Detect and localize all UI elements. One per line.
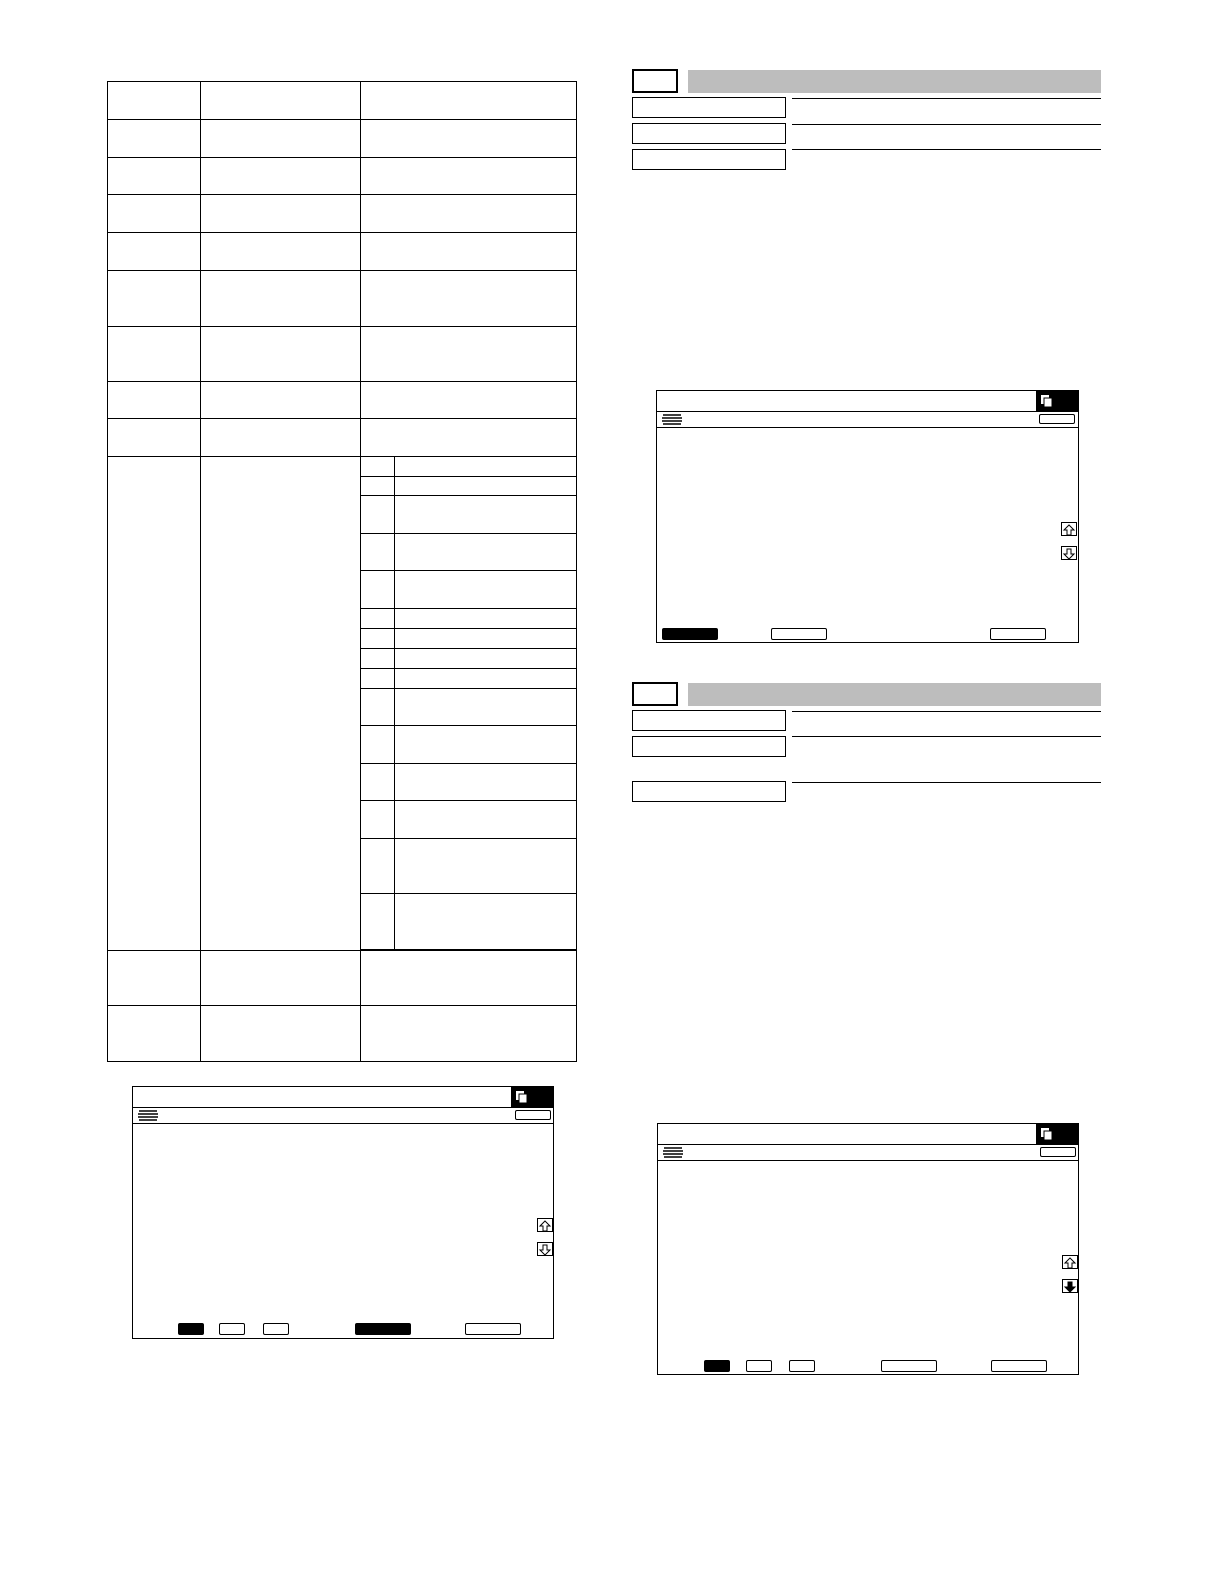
- list-item-num: [361, 839, 395, 894]
- table-cell: [201, 382, 361, 419]
- section-number-box: [632, 682, 678, 706]
- list-item-text: [395, 571, 577, 609]
- list-item-text: [395, 629, 577, 649]
- table-cell: [361, 120, 577, 158]
- table-cell: [201, 195, 361, 233]
- list-item-num: [361, 801, 395, 839]
- field-rule: [792, 782, 1101, 783]
- list-item-text: [395, 534, 577, 571]
- table-cell: [361, 951, 577, 1006]
- window-corner-icon: [511, 1087, 553, 1107]
- list-item-text: [395, 894, 577, 950]
- list-item-num: [361, 894, 395, 950]
- list-item-text: [395, 669, 577, 689]
- list-item-text: [395, 726, 577, 764]
- panel-right-bottom: [657, 1123, 1079, 1375]
- list-item-text: [395, 649, 577, 669]
- list-item-num: [361, 609, 395, 629]
- table-cell: [201, 120, 361, 158]
- field-label-box: [632, 710, 786, 731]
- table-cell: [201, 327, 361, 382]
- panel-button[interactable]: [991, 1360, 1047, 1372]
- table-cell: [201, 233, 361, 271]
- list-item-text: [395, 839, 577, 894]
- table-cell: [201, 271, 361, 327]
- field-label-box: [632, 97, 786, 118]
- list-item-num: [361, 457, 395, 477]
- table-cell: [361, 195, 577, 233]
- table-cell: [201, 419, 361, 457]
- table-cell: [108, 419, 201, 457]
- table-row: [108, 327, 577, 382]
- panel-button[interactable]: [355, 1323, 411, 1335]
- table-cell: [361, 1006, 577, 1062]
- table-cell: [108, 382, 201, 419]
- scroll-down-icon[interactable]: [1061, 546, 1077, 560]
- section-title-bar: [688, 70, 1101, 93]
- table-row: [108, 158, 577, 195]
- menu-lines-icon: [661, 412, 683, 428]
- table-cell: [361, 327, 577, 382]
- list-item-num: [361, 629, 395, 649]
- list-item-num: [361, 764, 395, 801]
- table-row: [108, 195, 577, 233]
- list-item-text: [395, 609, 577, 629]
- menu-lines-icon: [662, 1145, 684, 1161]
- table-row: [108, 271, 577, 327]
- table-row: [108, 419, 577, 457]
- list-item-text: [395, 496, 577, 534]
- window-corner-icon: [1036, 391, 1078, 411]
- section-number-box: [632, 69, 678, 93]
- panel-button[interactable]: [178, 1323, 204, 1335]
- panel-button[interactable]: [219, 1323, 245, 1335]
- table-cell: [108, 120, 201, 158]
- panel-button[interactable]: [789, 1360, 815, 1372]
- panel-title-bar: [658, 1124, 1078, 1145]
- table-cell: [108, 327, 201, 382]
- table-cell: [361, 82, 577, 120]
- table-cell: [108, 271, 201, 327]
- table-cell: [201, 158, 361, 195]
- table-row: [108, 82, 577, 120]
- panel-button[interactable]: [746, 1360, 772, 1372]
- panel-subbar: [133, 1108, 553, 1124]
- list-item-num: [361, 496, 395, 534]
- table-cell: [108, 233, 201, 271]
- panel-small-box[interactable]: [1040, 1147, 1076, 1157]
- table-row: [108, 951, 577, 1006]
- scroll-up-icon[interactable]: [1062, 1255, 1078, 1269]
- scroll-up-icon[interactable]: [1061, 522, 1077, 536]
- table-cell: [108, 158, 201, 195]
- panel-button[interactable]: [704, 1360, 730, 1372]
- list-item-text: [395, 457, 577, 477]
- menu-lines-icon: [137, 1108, 159, 1124]
- panel-button[interactable]: [263, 1323, 289, 1335]
- list-item-num: [361, 669, 395, 689]
- table-cell: [108, 1006, 201, 1062]
- field-label-box: [632, 123, 786, 144]
- table-cell: [361, 271, 577, 327]
- list-item-num: [361, 477, 395, 496]
- panel-subbar: [657, 412, 1078, 428]
- table-cell: [108, 82, 201, 120]
- field-rule: [792, 736, 1101, 737]
- table-cell: [361, 158, 577, 195]
- list-item-text: [395, 801, 577, 839]
- panel-button[interactable]: [881, 1360, 937, 1372]
- section-title-bar: [688, 683, 1101, 706]
- panel-subbar: [658, 1145, 1078, 1161]
- field-label-box: [632, 149, 786, 170]
- table-row: [108, 120, 577, 158]
- scroll-up-icon[interactable]: [537, 1218, 553, 1232]
- panel-left: [132, 1086, 554, 1339]
- list-item-num: [361, 649, 395, 669]
- panel-button[interactable]: [771, 628, 827, 640]
- window-corner-icon: [1036, 1124, 1078, 1144]
- panel-button[interactable]: [465, 1323, 521, 1335]
- scroll-down-icon[interactable]: [537, 1242, 553, 1256]
- table-cell: [201, 457, 361, 951]
- field-label-box: [632, 781, 786, 802]
- table-row: [108, 457, 577, 477]
- list-item-text: [395, 764, 577, 801]
- table-cell: [201, 951, 361, 1006]
- field-rule: [792, 124, 1101, 125]
- list-item-text: [395, 689, 577, 726]
- table-cell: [108, 457, 201, 951]
- field-rule: [792, 711, 1101, 712]
- panel-small-box[interactable]: [515, 1110, 551, 1120]
- list-item-num: [361, 571, 395, 609]
- scroll-down-icon[interactable]: [1062, 1279, 1078, 1293]
- list-item-text: [395, 477, 577, 496]
- table-cell: [361, 233, 577, 271]
- field-rule: [792, 98, 1101, 99]
- table-cell: [108, 195, 201, 233]
- table-cell: [108, 951, 201, 1006]
- list-item-num: [361, 534, 395, 571]
- list-item-num: [361, 726, 395, 764]
- panel-button[interactable]: [990, 628, 1046, 640]
- table-cell: [201, 82, 361, 120]
- panel-right-top: [656, 390, 1079, 643]
- list-item-num: [361, 689, 395, 726]
- panel-button[interactable]: [662, 628, 718, 640]
- panel-title-bar: [657, 391, 1078, 412]
- field-label-box: [632, 736, 786, 757]
- table-row: [108, 382, 577, 419]
- table-cell: [361, 419, 577, 457]
- table-row: [108, 233, 577, 271]
- table-cell: [361, 382, 577, 419]
- spec-table: [107, 81, 577, 1062]
- panel-title-bar: [133, 1087, 553, 1108]
- panel-small-box[interactable]: [1039, 414, 1075, 424]
- field-rule: [792, 149, 1101, 150]
- table-cell: [201, 1006, 361, 1062]
- table-row: [108, 1006, 577, 1062]
